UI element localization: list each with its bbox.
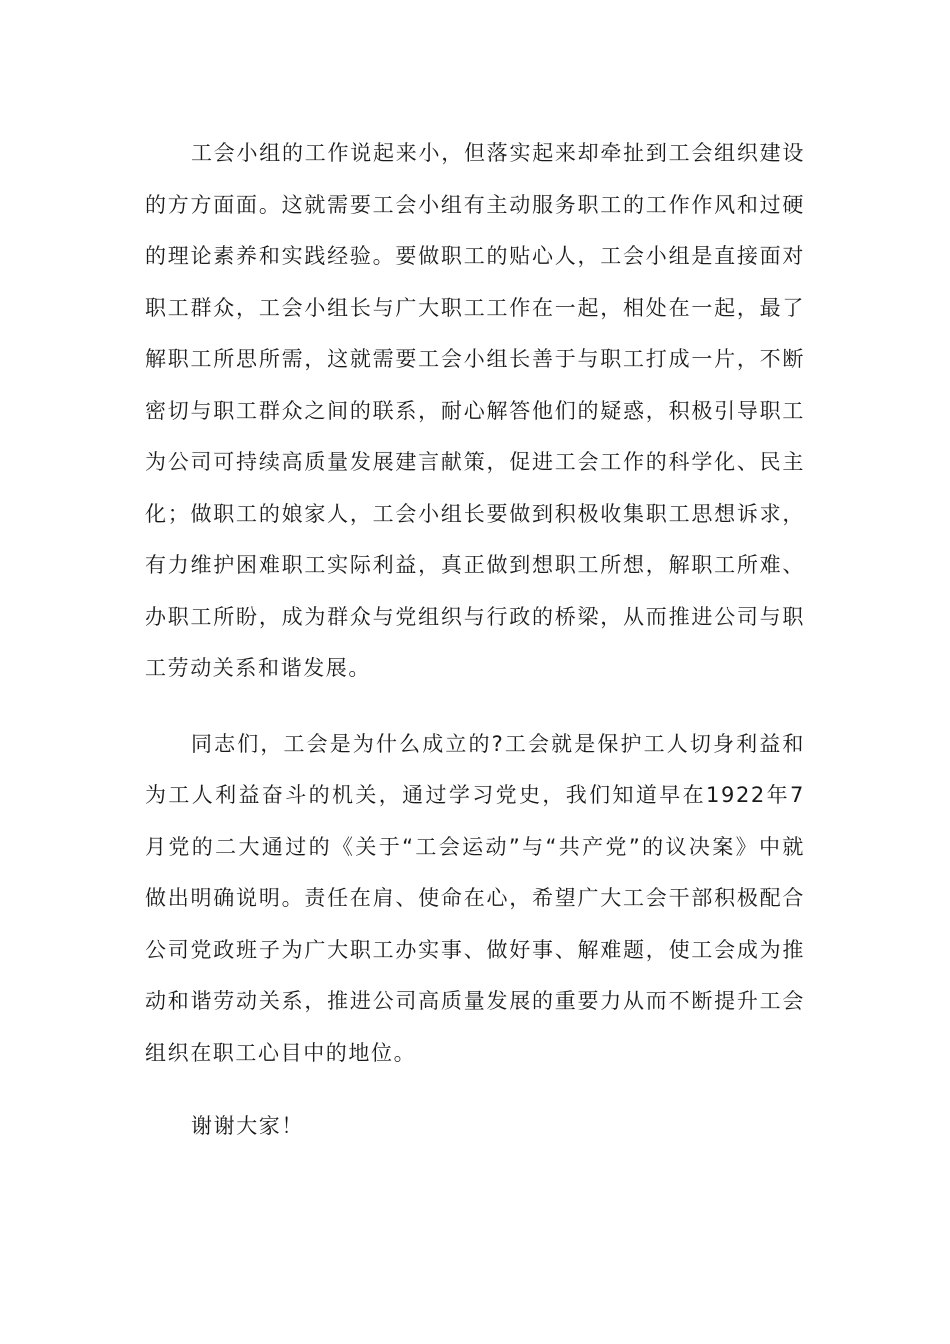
paragraph-union-purpose: 同志们，工会是为什么成立的?工会就是保护工人切身利益和为工人利益奋斗的机关，通过学习党史，我们知道早在1922年7月党的二大通过的《关于“工会运动”与“共产党”的议决案》中就做出明确说明。责任在肩、使命在心，希望广大工会干部积极配合公司党政班子为广大职工办实事、做好事、解难题，使工会成为推动和谐劳动关系，推进公司高质量发展的重要力从而不断提升工会组织在职工心目中的地位。 [145,731,805,1065]
closing-remark: 谢谢大家！ [191,1114,304,1138]
paragraph-union-group-work: 工会小组的工作说起来小，但落实起来却牵扯到工会组织建设的方方面面。这就需要工会小组有主动服务职工的工作作风和过硬的理论素养和实践经验。要做职工的贴心人，工会小组是直接面对职工群众，工会小组长与广大职工工作在一起，相处在一起，最了解职工所思所需，这就需要工会小组长善于与职工打成一片，不断密切与职工群众之间的联系，耐心解答他们的疑惑，积极引导职工为公司可持续高质量发展建言献策，促进工会工作的科学化、民主化；做职工的娘家人，工会小组长要做到积极收集职工思想诉求，有力维护困难职工实际利益，真正做到想职工所想，解职工所难、办职工所盼，成为群众与党组织与行政的桥梁，从而推进公司与职工劳动关系和谐发展。 [145,141,805,680]
document-body [145,128,805,1153]
